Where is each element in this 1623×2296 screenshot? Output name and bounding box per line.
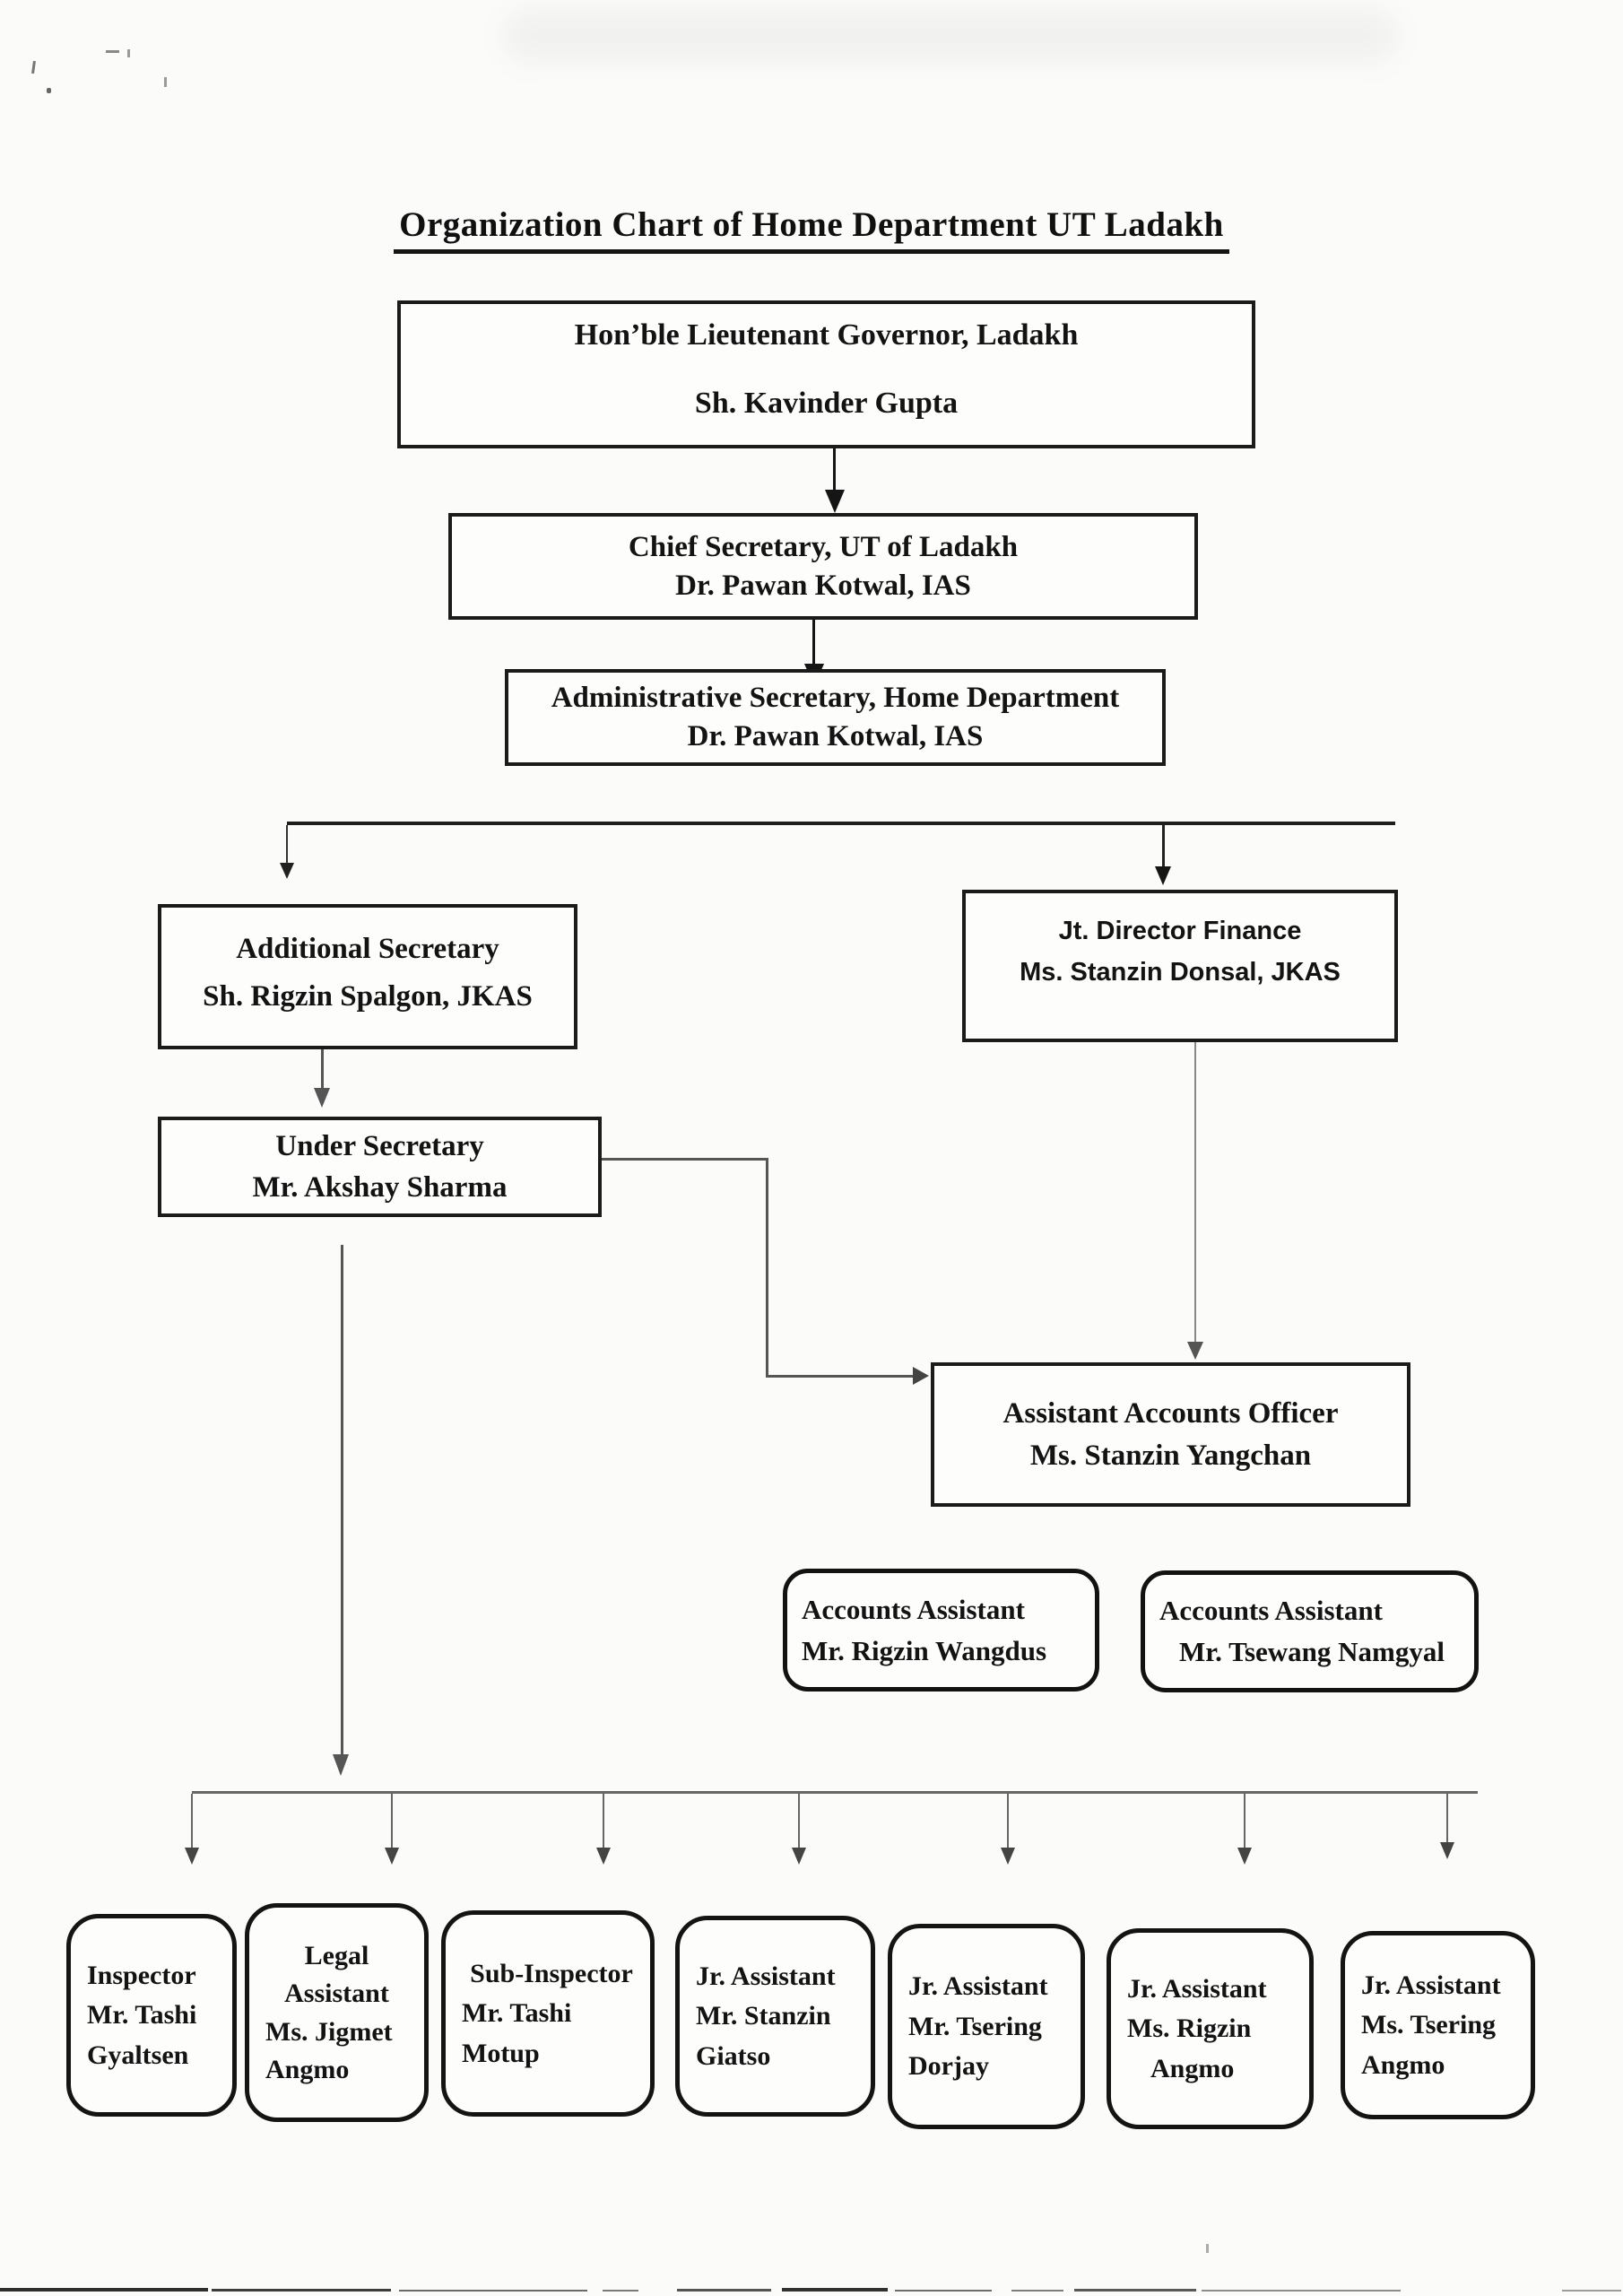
arrowhead-down-icon <box>185 1848 199 1865</box>
role-label: Additional Secretary <box>236 933 499 965</box>
scan-edge-line <box>603 2290 638 2292</box>
name-label: Dr. Pawan Kotwal, IAS <box>675 569 971 602</box>
connector-cs-to-as <box>812 620 815 665</box>
staff-line: Mr. Tashi <box>462 1998 572 2029</box>
node-jr-assistant-4 <box>1341 1931 1535 2119</box>
node-accounts-assistant-1 <box>783 1569 1099 1692</box>
node-additional-secretary <box>158 904 577 1049</box>
arrowhead-down-icon <box>1187 1342 1203 1360</box>
name-label: Dr. Pawan Kotwal, IAS <box>687 720 984 752</box>
scan-edge-line <box>399 2290 587 2292</box>
name-label: Sh. Rigzin Spalgon, JKAS <box>203 979 533 1013</box>
staff-line: Jr. Assistant <box>908 1971 1048 2002</box>
staff-line: Motup <box>462 2038 540 2068</box>
connector-bar-to-jt-director <box>1162 825 1165 868</box>
staff-line: Ms. Jigmet <box>265 2016 393 2047</box>
scan-speck <box>106 50 119 53</box>
staff-line: Legal <box>304 1940 369 1970</box>
connector-staff-drop-2 <box>391 1794 393 1849</box>
node-sub-inspector <box>441 1910 655 2117</box>
staff-line: Jr. Assistant <box>696 1961 836 1991</box>
staff-line: Sub-Inspector <box>470 1958 633 1988</box>
arrowhead-down-icon <box>333 1754 349 1776</box>
staff-line: Assistant <box>284 1979 389 2008</box>
scan-edge-line <box>1074 2289 1196 2292</box>
connector-us-elbow-bottom <box>766 1375 915 1378</box>
node-admin-secretary <box>505 669 1166 766</box>
role-label: Hon’ble Lieutenant Governor, Ladakh <box>574 318 1079 352</box>
role-label: Accounts Assistant <box>1159 1595 1383 1627</box>
staff-line: Mr. Tsering <box>908 2011 1042 2041</box>
name-label: Mr. Akshay Sharma <box>252 1170 508 1204</box>
name-label: Ms. Stanzin Donsal, JKAS <box>1020 958 1341 987</box>
page-title-row <box>0 204 1623 254</box>
staff-line: Ms. Tsering <box>1361 2010 1497 2040</box>
arrowhead-down-icon <box>1001 1848 1015 1865</box>
scan-edge-line <box>1562 2290 1621 2292</box>
scan-edge-line <box>1011 2290 1063 2292</box>
arrowhead-down-icon <box>792 1848 806 1865</box>
node-lieutenant-governor <box>397 300 1255 448</box>
scan-smudge <box>502 9 1399 63</box>
page-title: Organization Chart of Home Department UT Ladakh <box>394 204 1229 254</box>
connector-staff-bar <box>192 1791 1478 1794</box>
name-label: Sh. Kavinder Gupta <box>694 387 959 421</box>
arrowhead-down-icon <box>385 1848 399 1865</box>
scan-edge-line <box>677 2289 771 2292</box>
role-label: Administrative Secretary, Home Department <box>551 682 1120 715</box>
connector-addsec-to-undersecretary <box>321 1049 324 1090</box>
role-label: Assistant Accounts Officer <box>1002 1396 1339 1430</box>
arrowhead-down-icon <box>1440 1842 1454 1859</box>
scan-speck <box>47 88 51 93</box>
scan-speck <box>31 61 36 74</box>
name-label: Mr. Tsewang Namgyal <box>1179 1636 1445 1667</box>
node-jt-director-finance <box>962 890 1398 1042</box>
node-chief-secretary <box>448 513 1198 620</box>
connector-us-elbow-top <box>602 1158 768 1161</box>
connector-split-bar <box>287 822 1395 825</box>
scan-speck <box>127 49 130 57</box>
scan-speck <box>164 77 167 87</box>
staff-line: Gyaltsen <box>87 2039 189 2070</box>
arrowhead-down-icon <box>596 1848 611 1865</box>
connector-governor-to-cs <box>833 448 836 491</box>
arrowhead-down-icon <box>314 1088 330 1108</box>
connector-staff-drop-4 <box>798 1794 800 1849</box>
connector-staff-drop-6 <box>1244 1794 1245 1849</box>
node-inspector <box>66 1914 237 2117</box>
name-label: Mr. Rigzin Wangdus <box>802 1634 1047 1666</box>
connector-staff-drop-1 <box>191 1794 193 1849</box>
connector-staff-drop-7 <box>1446 1794 1448 1844</box>
role-label: Chief Secretary, UT of Ladakh <box>628 530 1019 563</box>
node-legal-assistant <box>245 1903 429 2122</box>
connector-us-elbow-vertical <box>766 1158 768 1378</box>
connector-jtdirector-to-aao <box>1194 1042 1196 1344</box>
node-jr-assistant-1 <box>675 1916 875 2117</box>
arrowhead-right-icon <box>913 1367 929 1385</box>
staff-line: Angmo <box>1150 2053 1235 2083</box>
arrowhead-down-icon <box>825 490 845 513</box>
node-assistant-accounts-officer <box>931 1362 1410 1507</box>
staff-line: Mr. Tashi <box>87 2000 197 2031</box>
scan-speck <box>1206 2244 1209 2253</box>
name-label: Ms. Stanzin Yangchan <box>1029 1439 1312 1472</box>
node-jr-assistant-2 <box>888 1924 1085 2129</box>
scan-edge-line <box>212 2289 391 2292</box>
scan-edge-line <box>1202 2290 1401 2292</box>
staff-line: Giatso <box>696 2040 771 2071</box>
arrowhead-down-icon <box>280 863 294 879</box>
node-accounts-assistant-2 <box>1141 1570 1479 1692</box>
scan-edge-line <box>782 2288 888 2292</box>
connector-us-to-staff-bar <box>341 1245 343 1758</box>
arrowhead-down-icon <box>1237 1848 1252 1865</box>
staff-line: Dorjay <box>908 2051 989 2082</box>
connector-bar-to-additional-secretary <box>286 825 288 865</box>
staff-line: Ms. Rigzin <box>1127 2013 1252 2044</box>
node-under-secretary <box>158 1117 602 1217</box>
role-label: Jt. Director Finance <box>1058 917 1302 945</box>
node-jr-assistant-3 <box>1107 1928 1314 2129</box>
arrowhead-down-icon <box>1155 866 1171 885</box>
staff-line: Jr. Assistant <box>1127 1973 1267 2004</box>
staff-line: Jr. Assistant <box>1361 1970 1501 2000</box>
staff-line: Inspector <box>87 1960 196 1990</box>
staff-line: Angmo <box>1361 2049 1445 2080</box>
connector-staff-drop-3 <box>603 1794 604 1849</box>
staff-line: Mr. Stanzin <box>696 2001 831 2031</box>
scan-edge-line <box>895 2290 992 2292</box>
role-label: Under Secretary <box>275 1129 484 1162</box>
role-label: Accounts Assistant <box>802 1593 1025 1625</box>
staff-line: Angmo <box>265 2055 350 2084</box>
connector-staff-drop-5 <box>1007 1794 1009 1849</box>
scan-edge-line <box>0 2288 208 2292</box>
